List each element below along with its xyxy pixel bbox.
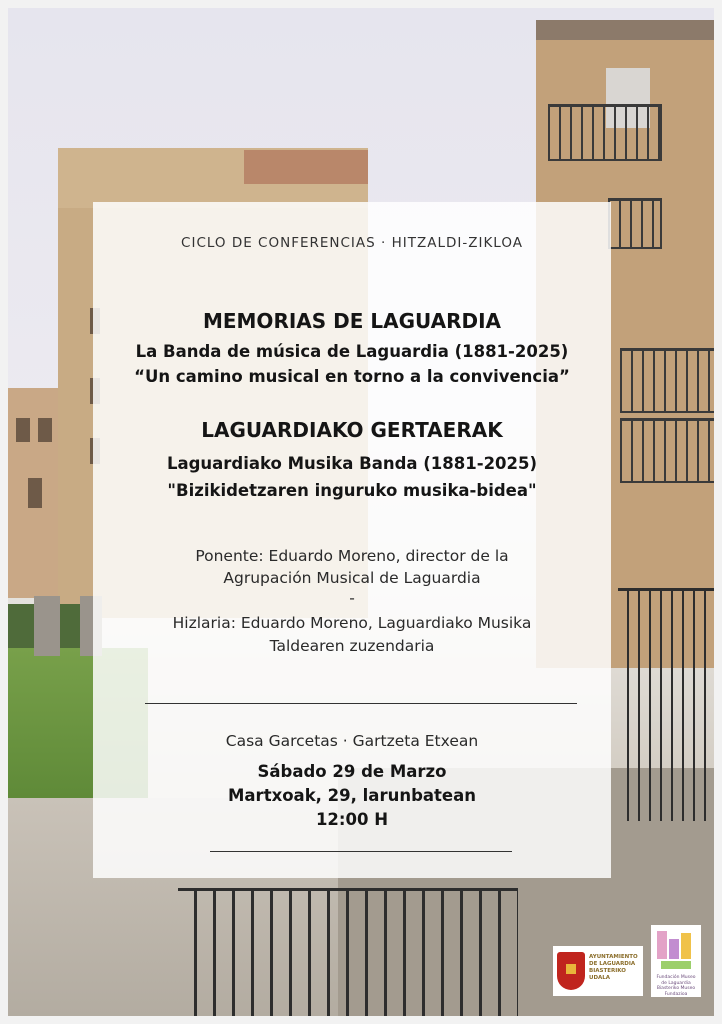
title-basque: LAGUARDIAKO GERTAERAK	[201, 418, 503, 442]
museo-logo	[651, 925, 701, 997]
speaker-spanish-line1: Ponente: Eduardo Moreno, director de la	[195, 547, 509, 565]
speaker-basque-line2: Taldearen zuzendaria	[269, 637, 435, 655]
balcony	[620, 418, 714, 483]
iron-fence	[618, 588, 714, 821]
quote-spanish: “Un camino musical en torno a la convivencia”	[134, 367, 570, 386]
speaker-basque-line1: Hizlaria: Eduardo Moreno, Laguardiako Musika	[172, 614, 532, 632]
window	[38, 418, 52, 442]
roof	[244, 150, 368, 184]
museo-logo-text: Fundación Museo de Laguardia Biasteriko Museo Fundazioa	[656, 975, 696, 997]
ayuntamiento-logo-text: AYUNTAMIENTO DE LAGUARDIA BIASTERIKO UDALA	[589, 954, 638, 981]
divider-bottom	[210, 851, 512, 852]
balcony	[620, 348, 714, 413]
museo-mark-icon	[651, 925, 701, 975]
title-spanish: MEMORIAS DE LAGUARDIA	[202, 309, 502, 333]
iron-fence	[178, 888, 518, 1016]
quote-basque: "Bizikidetzaren inguruko musika-bidea"	[167, 481, 537, 500]
event-time: 12:00 H	[315, 810, 389, 829]
subtitle-basque: Laguardiako Musika Banda (1881-2025)	[166, 454, 538, 473]
coat-of-arms-icon	[557, 952, 585, 990]
ayuntamiento-logo	[553, 946, 643, 996]
window	[16, 418, 30, 442]
balcony	[608, 198, 662, 249]
roof	[536, 20, 714, 40]
balcony	[548, 104, 662, 161]
subtitle-spanish: La Banda de música de Laguardia (1881-2025)	[135, 342, 569, 361]
speaker-spanish-line2: Agrupación Musical de Laguardia	[223, 569, 481, 587]
conference-cycle-label: CICLO DE CONFERENCIAS · HITZALDI-ZIKLOA	[181, 235, 523, 251]
window	[28, 478, 42, 508]
venue: Casa Garcetas · Gartzeta Etxean	[225, 732, 479, 750]
date-spanish: Sábado 29 de Marzo	[257, 762, 447, 781]
stone-pillar	[34, 596, 60, 656]
date-basque: Martxoak, 29, larunbatean	[228, 786, 476, 805]
speaker-separator: -	[349, 589, 355, 607]
divider-top	[145, 703, 577, 704]
